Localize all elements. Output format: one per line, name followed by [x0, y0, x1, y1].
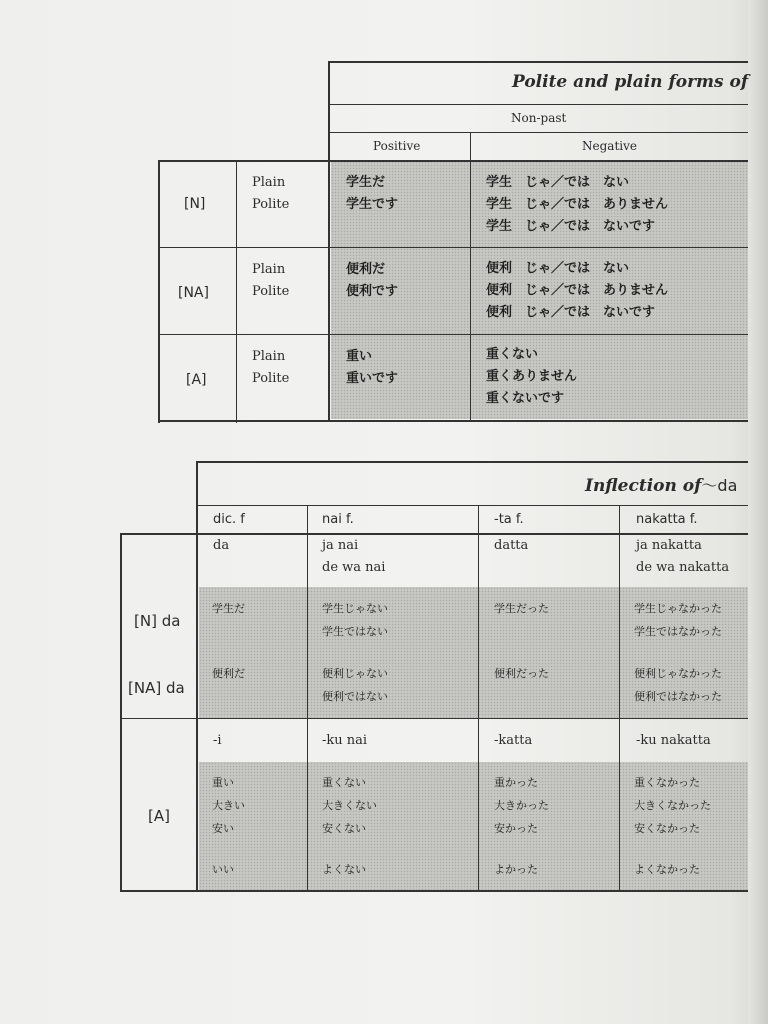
label-a: [A]	[148, 807, 170, 825]
row-type-na: [NA]	[178, 285, 209, 301]
table1-negative-header: Negative	[582, 139, 637, 153]
na-nai: ja nai de wa nai	[322, 538, 386, 575]
a-dic-4: いい	[212, 863, 234, 876]
n-nai: 学生じゃない 学生ではない	[322, 602, 388, 638]
row-type-a: [A]	[186, 372, 207, 388]
table2-title: Inflection of〜da	[585, 476, 738, 496]
n-nakatta: 学生じゃなかった 学生ではなかった	[634, 602, 722, 638]
a-end-ta: -katta	[494, 733, 533, 748]
row-a-positive: 重い 重いです	[346, 349, 399, 386]
na-nakatta: ja nakatta de wa nakatta	[636, 538, 730, 575]
row-a-negative: 重くない 重くありません 重くないです	[486, 347, 578, 406]
a-end-nakatta: -ku nakatta	[636, 733, 711, 748]
header-nakatta: nakatta f.	[636, 512, 698, 527]
label-na-da: [NA] da	[128, 679, 185, 697]
page-edge	[748, 0, 768, 1024]
header-ta: -ta f.	[494, 512, 524, 527]
na2-ta: 便利だった	[494, 667, 549, 680]
a-ta-3: 安かった	[494, 822, 538, 835]
row-n-forms: Plain Polite	[252, 175, 290, 212]
table1-tense-header: Non-past	[511, 111, 567, 125]
a-dic-3: 安い	[212, 822, 234, 835]
a-dic-2: 大きい	[212, 799, 245, 812]
table1-positive-header: Positive	[373, 139, 421, 153]
na-dic: da	[213, 538, 230, 553]
na2-nai: 便利じゃない 便利ではない	[322, 667, 388, 703]
na2-dic: 便利だ	[212, 667, 245, 680]
na2-nakatta: 便利じゃなかった 便利ではなかった	[634, 667, 722, 703]
a-nai-3: 安くない	[322, 822, 366, 835]
a-end-nai: -ku nai	[322, 733, 368, 748]
row-type-n: [N]	[184, 196, 206, 212]
row-na-negative: 便利 じゃ／では ない 便利 じゃ／では ありません 便利 じゃ／では ないです	[486, 261, 669, 320]
n-dic: 学生だ	[212, 602, 245, 615]
a-ta-2: 大きかった	[494, 799, 549, 812]
row-n-positive: 学生だ 学生です	[346, 175, 399, 212]
label-n-da: [N] da	[134, 612, 181, 630]
a-dic-1: 重い	[212, 776, 234, 789]
a-nakatta-2: 大きくなかった	[634, 799, 711, 812]
a-nai-2: 大きくない	[322, 799, 377, 812]
a-nakatta-1: 重くなかった	[634, 776, 700, 789]
table2-title-suffix: 〜da	[701, 476, 738, 495]
n-ta: 学生だった	[494, 602, 549, 615]
header-nai: nai f.	[322, 512, 354, 527]
a-ta-4: よかった	[494, 863, 538, 876]
a-nakatta-3: 安くなかった	[634, 822, 700, 835]
row-na-forms: Plain Polite	[252, 262, 290, 299]
a-ta-1: 重かった	[494, 776, 538, 789]
a-end-dic: -i	[213, 733, 222, 748]
table1-title: Polite and plain forms of	[512, 72, 749, 92]
row-na-positive: 便利だ 便利です	[346, 262, 399, 299]
row-a-forms: Plain Polite	[252, 349, 290, 386]
a-nakatta-4: よくなかった	[634, 863, 700, 876]
a-nai-1: 重くない	[322, 776, 366, 789]
row-n-negative: 学生 じゃ／では ない 学生 じゃ／では ありません 学生 じゃ／では ないです	[486, 175, 669, 234]
header-dic: dic. f	[213, 512, 245, 527]
na-ta: datta	[494, 538, 529, 553]
a-nai-4: よくない	[322, 863, 366, 876]
